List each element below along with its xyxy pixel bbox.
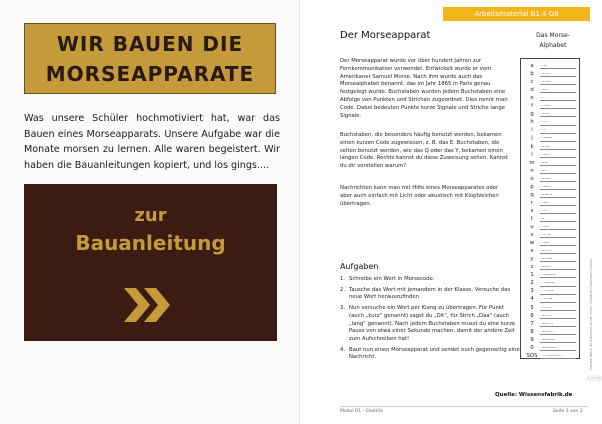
alphabet-row [524,191,578,199]
alphabet-code: ––·· [542,264,552,271]
link-label-bauanleitung: Bauanleitung [75,231,226,255]
alphabet-letter: n [530,167,534,174]
alphabet-code: ––––· [542,336,556,343]
alphabet-row [524,295,578,303]
alphabet-row [524,287,578,295]
write-line [540,358,576,359]
write-line [540,100,576,101]
alphabet-row [524,344,578,352]
alphabet-letter: y [530,256,534,263]
write-line [540,92,576,93]
alphabet-letter: m [529,159,535,166]
alphabet-letter: 9 [530,336,534,343]
alphabet-letter: t [530,215,534,222]
write-line [540,189,576,190]
paragraph-transmission: Nachrichten kann man mit Hilfe eines Morseapparates oder aber auch einfach mit Licht oder akustisch mit Klopfzeichen übertragen. [340,185,499,207]
alphabet-code: ––––– [542,344,557,351]
alphabet-letter: f [531,103,533,110]
worksheet-page [300,0,600,424]
alphabet-code: ––· [542,111,550,118]
task-text: Schreibe ein Wort in Morsecode. [349,276,435,282]
title-line-1: WIR BAUEN DIE [56,32,244,56]
alphabet-code: ···– [542,232,551,239]
alphabet-letter: r [530,199,534,206]
write-line [540,141,576,142]
material-tag: Arbeitsmaterial B1.4 G8 [443,7,590,21]
alphabet-code: ·–·· [542,151,551,158]
alphabet-row [524,159,578,167]
alphabet-row [524,70,578,78]
alphabet-letter: g [530,111,534,118]
alphabet-code: ·––· [542,183,552,190]
write-line [540,68,576,69]
alphabet-code: ·· [542,127,546,134]
license-note [589,250,596,370]
write-line [540,157,576,158]
alphabet-row [524,126,578,134]
alphabet-title-line-2: Alphabet [539,42,567,49]
write-line [540,205,576,206]
write-line [540,84,576,85]
write-line [540,108,576,109]
task-item [340,287,520,302]
alphabet-letter: h [530,119,534,126]
task-number: 4. [340,346,346,353]
morse-alphabet-table [520,58,580,359]
alphabet-code: ··– [542,224,549,230]
write-line [540,125,576,126]
alphabet-code: ····· [542,304,552,311]
write-line [540,197,576,198]
alphabet-letter: 7 [530,320,534,327]
task-item [340,305,520,344]
alphabet-code: ––·– [542,191,553,198]
creative-commons-icon: ⓒⓘⓢ [587,376,602,382]
footer-module: Modul B1 – Elektrik [340,409,384,414]
alphabet-row [524,78,578,86]
alphabet-code: –·–· [542,79,552,86]
write-line [540,269,576,270]
alphabet-letter: e [530,95,534,102]
alphabet-code: –––·· [542,328,555,335]
alphabet-row [524,86,578,94]
alphabet-code: ··––– [542,280,555,287]
alphabet-code: ···· [542,119,550,126]
alphabet-letter: q [530,191,534,198]
write-line [540,310,576,311]
link-label-zur: zur [134,205,167,226]
alphabet-code: –···· [542,312,553,319]
alphabet-row [524,215,578,223]
alphabet-row [524,336,578,344]
alphabet-row [524,143,578,151]
task-text: Baut nun einen Morseapparat und sendet euch gegenseitig eine Nachricht. [349,346,520,361]
left-page [0,0,300,424]
task-text: Nun versuche ein Wort per Klang zu übertragen. Für Punkt (auch „kurz“ genannt) sagst du „Dit“, für Strich „Daa“ (auch „lang“ genannt). Nach jedem Buchstaben musst du eine kurze Pause von etwa einer Sekunde machen, damit der andere Zeit zum Aufschreiben hat! [349,305,516,342]
alphabet-letter: c [530,79,534,86]
alphabet-row [524,175,578,183]
alphabet-letter: 0 [530,344,534,351]
alphabet-row [524,199,578,207]
write-line [540,253,576,254]
alphabet-letter: j [531,135,533,142]
source-credit: Quelle: Wissensfabrik.de [495,392,573,398]
alphabet-row [524,279,578,287]
worksheet-title: Der Morseapparat [340,30,431,41]
write-line [540,245,576,246]
footer-divider [340,406,588,407]
alphabet-row [524,151,578,159]
alphabet-letter: 3 [530,288,534,295]
write-line [540,318,576,319]
alphabet-code: ·–––– [542,272,556,279]
alphabet-row [524,134,578,142]
write-line [540,302,576,303]
alphabet-row [524,304,578,312]
alphabet-code: ·––– [542,135,553,142]
alphabet-title-line-1: Das Morse- [536,32,570,39]
alphabet-letter: 8 [530,328,534,335]
alphabet-row [524,247,578,255]
alphabet-letter: i [531,127,533,134]
alphabet-code: ––– [542,175,551,182]
double-chevron-right-icon [124,288,178,322]
alphabet-code: ··–· [542,103,551,110]
alphabet-code: –··· [542,71,551,78]
write-line [540,229,576,230]
alphabet-code: ··· [542,207,548,214]
alphabet-code: ·–– [542,240,550,247]
alphabet-row [524,255,578,263]
write-line [540,76,576,77]
alphabet-code: –··– [542,248,552,255]
alphabet-letter: 2 [530,280,534,287]
alphabet-code: ····– [542,296,553,303]
alphabet-code: · [542,95,544,102]
alphabet-code: ·– [542,63,547,69]
alphabet-letter: a [530,63,534,69]
alphabet-code: ––··· [542,320,554,327]
alphabet-letter: SOS [526,352,538,359]
alphabet-letter: 1 [530,272,534,279]
alphabet-row [524,102,578,110]
alphabet-row [524,271,578,279]
alphabet-code: ·–· [542,199,549,206]
alphabet-letter: u [530,224,534,230]
write-line [540,181,576,182]
title-line-2: MORSEAPPARATE [45,62,255,86]
alphabet-code: –·–– [542,256,553,263]
write-line [540,334,576,335]
task-number: 3. [340,305,346,312]
write-line [540,116,576,117]
alphabet-code: –·· [542,87,549,94]
alphabet-row [524,94,578,102]
alphabet-letter: w [529,240,535,247]
write-line [540,277,576,278]
write-line [540,165,576,166]
alphabet-row [524,62,578,70]
alphabet-letter: p [530,183,534,190]
alphabet-row [524,110,578,118]
alphabet-row [524,263,578,271]
alphabet-letter: x [530,248,534,255]
write-line [540,350,576,351]
alphabet-code: – [542,215,545,222]
write-line [540,149,576,150]
alphabet-letter: o [530,175,534,182]
write-line [540,237,576,238]
title-banner [24,23,276,94]
task-number: 1. [340,276,346,282]
paragraph-codes: Buchstaben, die besonders häufig benutzt werden, bekamen einen kurzen Code zugewiesen, z. B. das E. Buchstaben, die selten benutzt werden, wie das Q oder das Y, bekamen einen langen Code. Rechts kannst du diese Zuweisung sehen. Kannst du dir vorstellen warum? [340,132,508,170]
alphabet-letter: 5 [530,304,534,311]
bauanleitung-link[interactable] [24,184,277,341]
write-line [540,294,576,295]
alphabet-letter: 6 [530,312,534,319]
alphabet-row [524,231,578,239]
task-number: 2. [340,286,346,293]
alphabet-code: –– [542,159,548,166]
task-item [340,276,520,284]
alphabet-code: –· [542,167,547,174]
alphabet-letter: l [531,151,533,158]
alphabet-row [524,183,578,191]
alphabet-letter: b [530,71,534,78]
alphabet-row [524,118,578,126]
alphabet-row [524,320,578,328]
alphabet-code: –·– [542,143,550,150]
task-item [340,347,520,362]
write-line [540,221,576,222]
tasks-heading: Aufgaben [340,262,379,271]
alphabet-title [523,31,583,51]
write-line [540,286,576,287]
write-line [540,342,576,343]
alphabet-code: ···–– [542,288,554,295]
write-line [540,213,576,214]
footer-page-number: Seite 1 von 2 [553,409,583,414]
license-text: Dieses Werk ist lizenziert unter einer Creative Commons Lizenz [589,258,593,370]
alphabet-letter: v [530,232,534,239]
write-line [540,261,576,262]
alphabet-row [524,352,578,360]
write-line [540,133,576,134]
alphabet-row [524,239,578,247]
write-line [540,173,576,174]
alphabet-row [524,207,578,215]
alphabet-letter: d [530,87,534,94]
alphabet-code: ···–––··· [542,352,563,359]
alphabet-row [524,328,578,336]
write-line [540,326,576,327]
tasks-list [340,276,520,365]
alphabet-row [524,312,578,320]
paragraph-history: Der Morseapparat wurde vor über hundert Jahren zur Fernkommunikation verwendet. Entwickelt wurde er vom Amerikaner Samuel Morse. Nach ihm wurde auch das Morsealphabet benannt, das im Jahr 1865 in Paris genau festgelegt wurde. Buchstaben wurden jedem Buchstaben eine Abfolge von Punkten und Strichen zugeordnet. Dies nennt man Code. Dabei bedeuten Punkte kurze Signale und Striche lange Signale. [340,58,508,119]
alphabet-letter: z [530,264,534,271]
alphabet-row [524,167,578,175]
alphabet-letter: k [530,143,534,150]
task-text: Tausche das Wort mit jemandem in der Klasse. Versuche das neue Wort herauszufinden. [349,286,511,301]
alphabet-row [524,223,578,231]
alphabet-letter: s [530,207,534,214]
intro-text: Was unsere Schüler hochmotiviert hat, war das Bauen eines Morseapparats. Unsere Aufgabe war die Monate morsen zu lernen. Alle waren begeistert. Wir haben die Bauanleitungen kopiert, und los gings.... [24,113,280,171]
alphabet-letter: 4 [530,296,534,303]
